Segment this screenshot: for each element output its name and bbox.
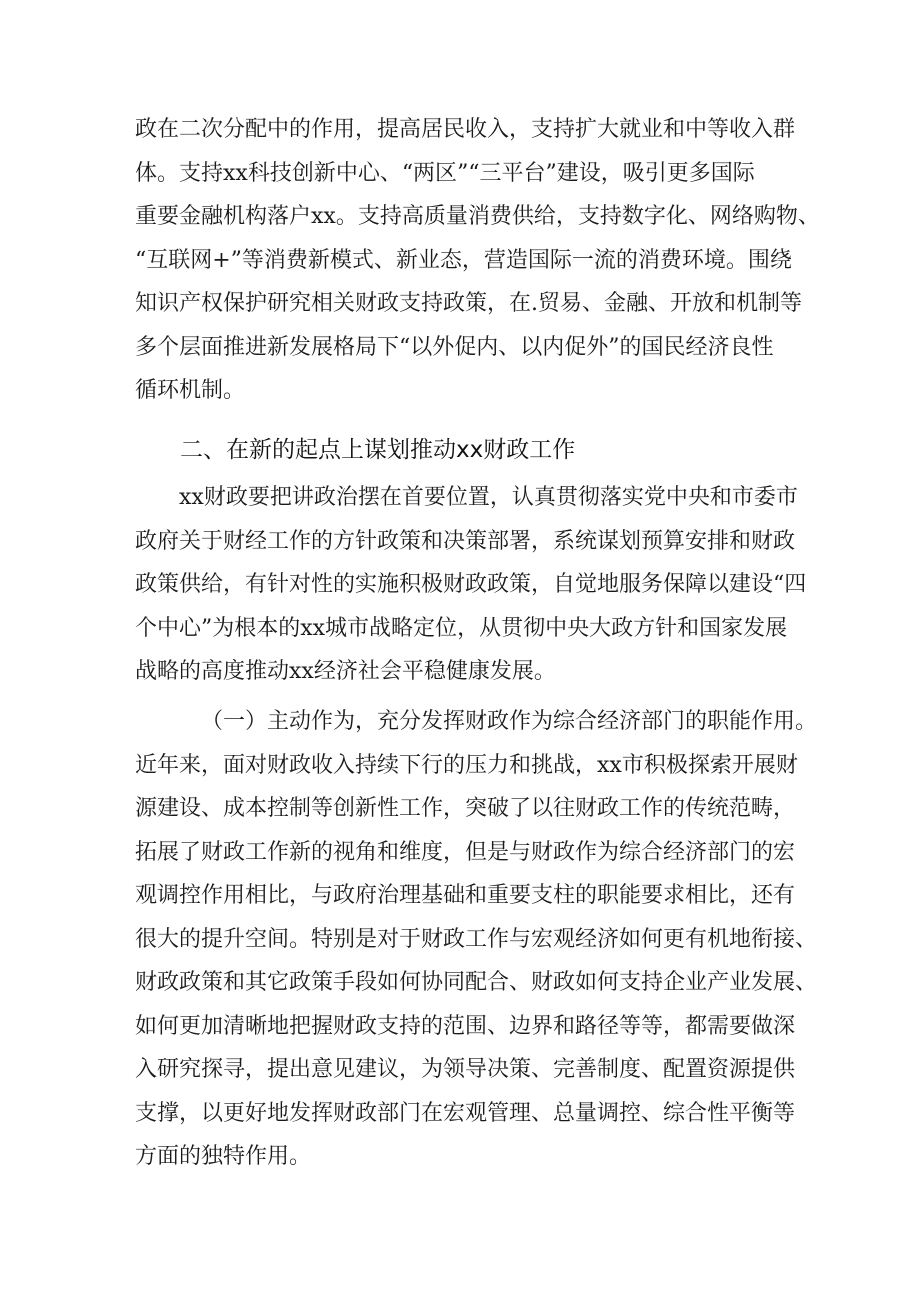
paragraph-subsection-one xyxy=(135,700,818,1179)
text-line: 知识产权保护研究相关财政支持政策，在.贸易、金融、开放和机制等 xyxy=(135,291,802,316)
section-heading: 二、在新的起点上谋划推动xx财政工作 xyxy=(180,437,576,463)
text-line: 政策供给，有针对性的实施积极财政政策，自觉地服务保障以建设“四 xyxy=(135,572,807,597)
text-line: “互联网+”等消费新模式、新业态，营造国际一流的消费环境。围绕 xyxy=(135,247,792,273)
text-line: 政在二次分配中的作用，提高居民收入，支持扩大就业和中等收入群 xyxy=(135,117,796,142)
text-line: 个中心”为根本的xx城市战略定位，从贯彻中央大政方针和国家发展 xyxy=(135,615,788,641)
text-line: 重要金融机构落户xx。支持高质量消费供给，支持数字化、网络购物、 xyxy=(135,204,820,229)
text-line: 如何更加清晰地把握财政支持的范围、边界和路径等等，都需要做深 xyxy=(135,1013,796,1039)
text-line: 多个层面推进新发展格局下“以外促内、以内促外”的国民经济良性 xyxy=(135,334,774,360)
text-line: 方面的独特作用。 xyxy=(135,1144,312,1169)
text-line: 循环机制。 xyxy=(135,378,246,403)
text-line: 财政政策和其它政策手段如何协同配合、财政如何支持企业产业发展、 xyxy=(135,970,818,995)
text-line: xx财政要把讲政治摆在首要位置，认真贯彻落实党中央和市委市 xyxy=(179,485,798,510)
text-line: 很大的提升空间。特别是对于财政工作与宏观经济如何更有机地衔接、 xyxy=(135,926,818,952)
text-line: 入研究探寻，提出意见建议，为领导决策、完善制度、配置资源提供 xyxy=(135,1057,796,1082)
text-line: 拓展了财政工作新的视角和维度，但是与财政作为综合经济部门的宏 xyxy=(135,839,796,865)
text-line: 战略的高度推动xx经济社会平稳健康发展。 xyxy=(135,659,556,684)
text-line: 政府关于财经工作的方针政策和决策部署，系统谋划预算安排和财政 xyxy=(135,528,796,554)
text-line: 近年来，面对财政收入持续下行的压力和挑战，xx市积极探索开展财 xyxy=(135,752,798,778)
subsection-title-line: （一）主动作为，充分发挥财政作为综合经济部门的职能作用。 xyxy=(201,709,818,734)
text-line: 支撑，以更好地发挥财政部门在宏观管理、总量调控、综合性平衡等 xyxy=(135,1100,796,1126)
paragraph-xx-finance xyxy=(135,476,807,694)
text-line: 源建设、成本控制等创新性工作，突破了以往财政工作的传统范畴， xyxy=(135,796,796,821)
text-line: 观调控作用相比，与政府治理基础和重要支柱的职能要求相比，还有 xyxy=(135,883,796,908)
text-line: 体。支持xx科技创新中心、“两区”“三平台”建设，吸引更多国际 xyxy=(135,160,755,186)
paragraph-continued xyxy=(135,108,820,413)
